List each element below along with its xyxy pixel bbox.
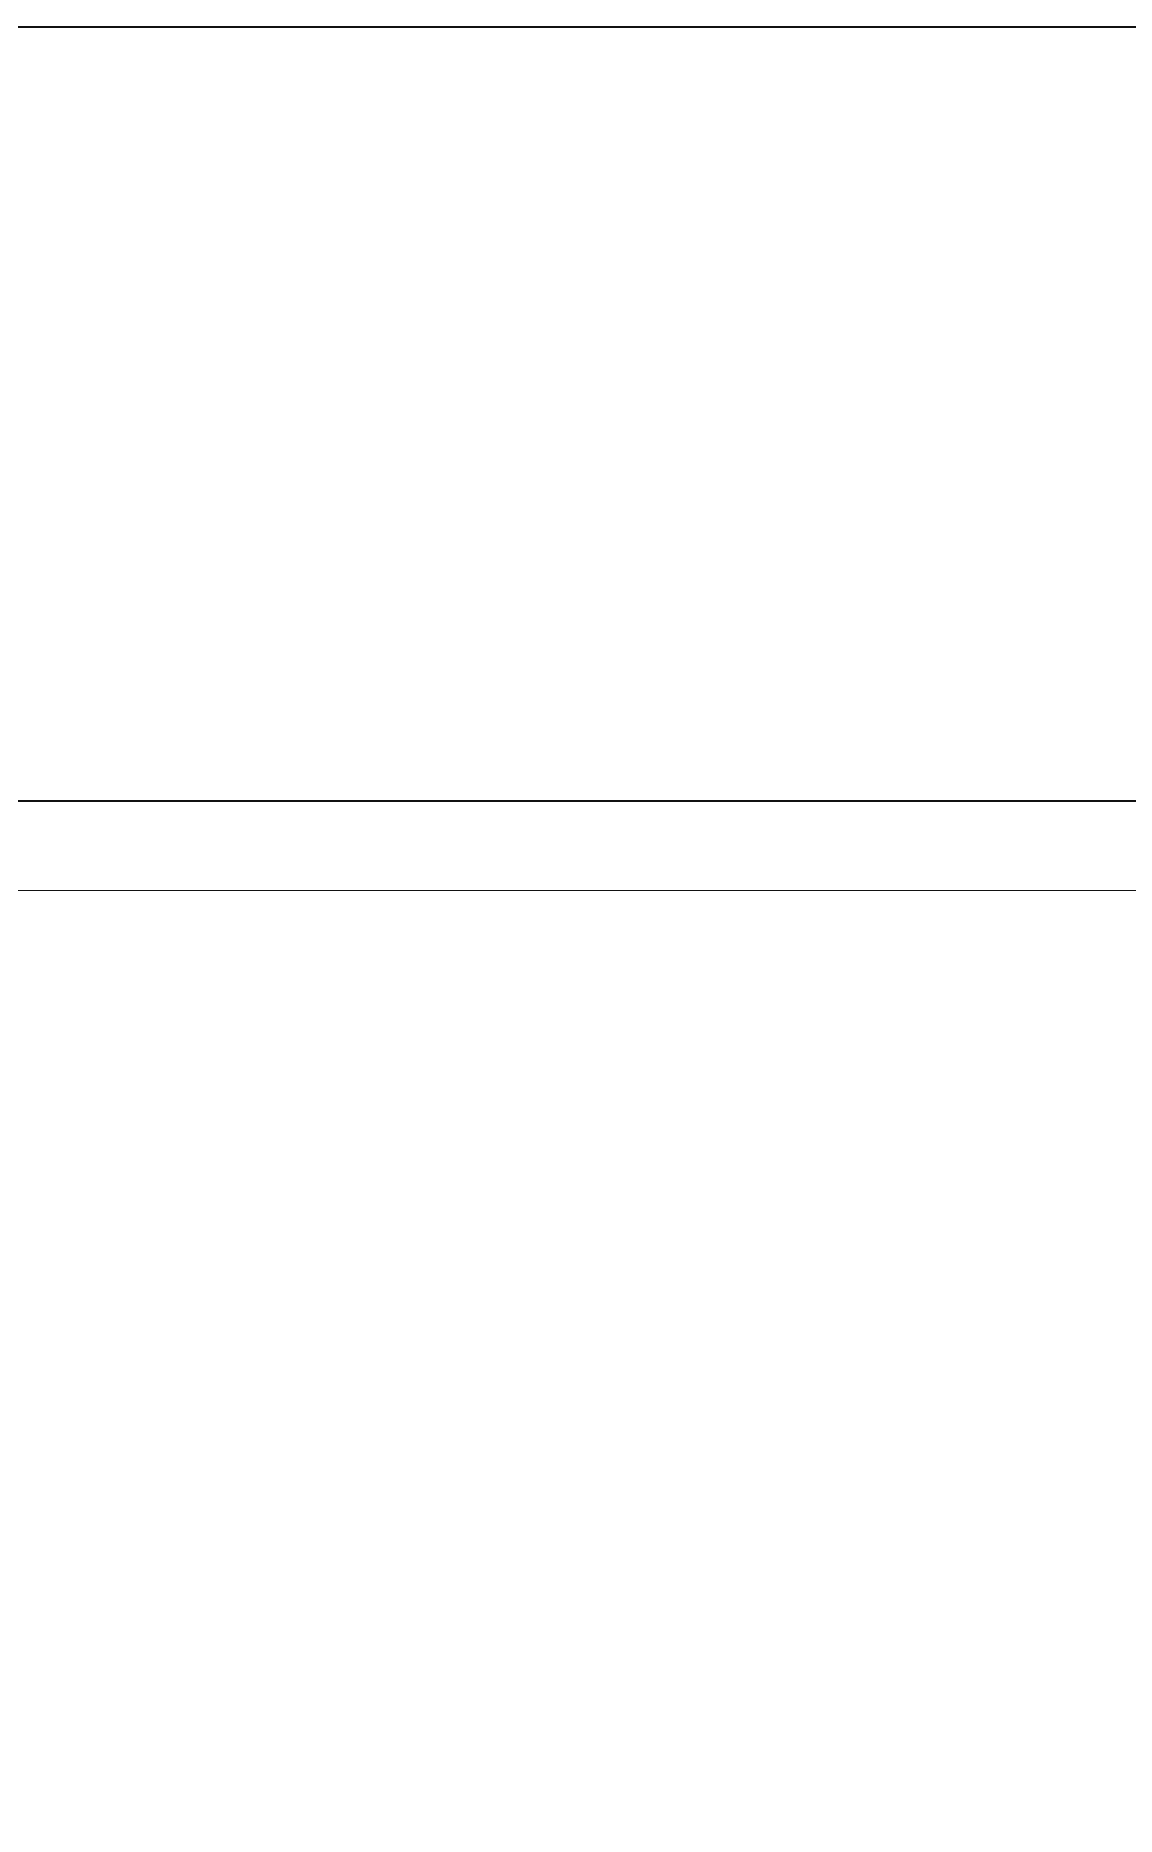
guide-listings: [18, 890, 1136, 1848]
classified-section: [18, 26, 1136, 798]
home-service-guide: [18, 800, 1136, 1847]
masthead: [0, 6, 1152, 20]
guide-banner: [18, 802, 1136, 890]
